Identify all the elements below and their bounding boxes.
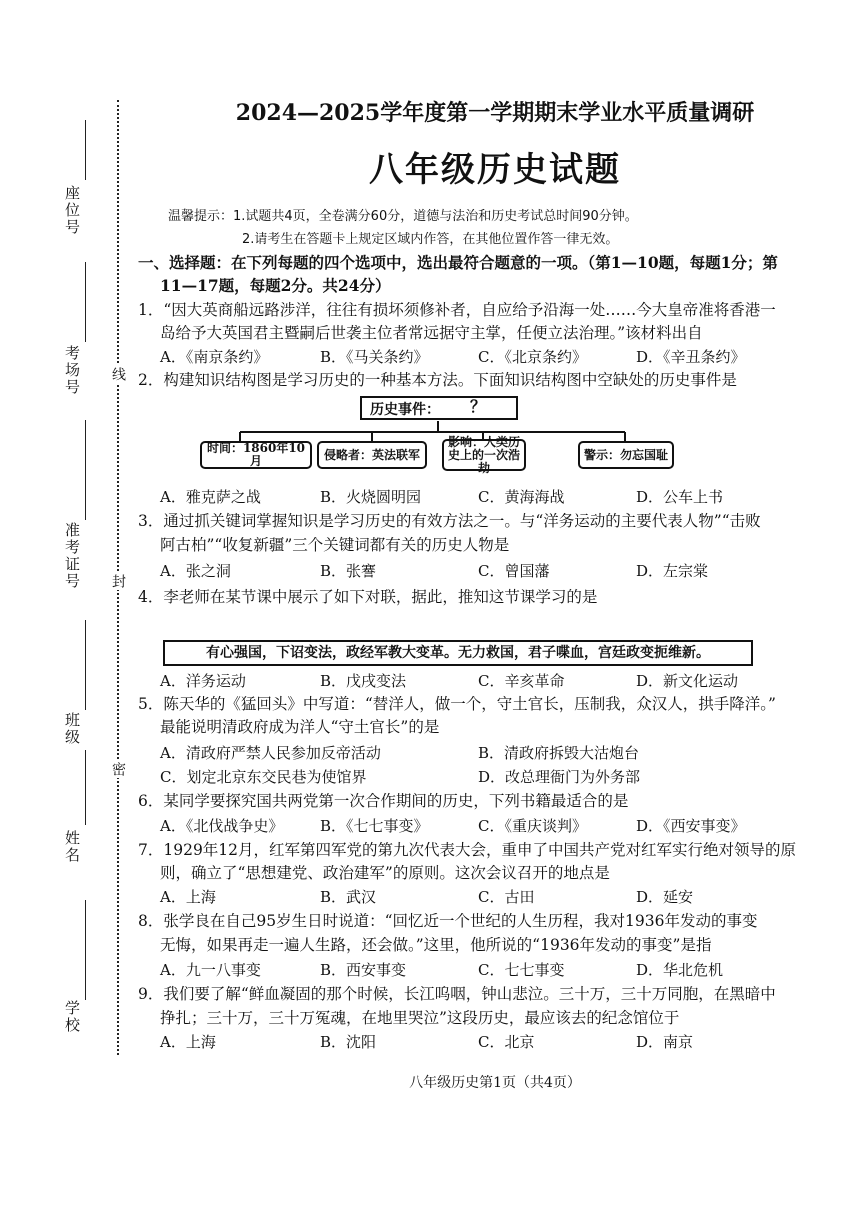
q2-option-c: C．黄海海战 bbox=[478, 488, 565, 506]
diagram-box-warning: 警示：勿忘国耻 bbox=[578, 441, 674, 469]
q4-option-c: C．辛亥革命 bbox=[478, 672, 565, 690]
q9-option-b: B．沈阳 bbox=[320, 1033, 377, 1051]
q5-line-2: 最能说明清政府成为洋人“守土官长”的是 bbox=[160, 718, 440, 736]
knowledge-structure-diagram bbox=[200, 394, 668, 476]
q5-option-b: B．清政府拆毁大沽炮台 bbox=[478, 744, 640, 762]
q4-option-d: D．新文化运动 bbox=[636, 672, 739, 690]
q7-option-a: A．上海 bbox=[160, 888, 216, 906]
diagram-box-invader: 侵略者：英法联军 bbox=[317, 441, 427, 469]
tip-line-2: 2.请考生在答题卡上规定区域内作答，在其他位置作答一律无效。 bbox=[242, 232, 619, 247]
section-heading-line-1: 一、选择题：在下列每题的四个选项中，选出最符合题意的一项。（第1—10题，每题1分；第 bbox=[138, 253, 778, 272]
diagram-blank: ？ bbox=[470, 397, 487, 416]
q9-option-a: A．上海 bbox=[160, 1033, 216, 1051]
seal-mark-secret: 密 bbox=[110, 762, 126, 776]
q6-option-b: B．《七七事变》 bbox=[320, 817, 429, 835]
school-line bbox=[85, 900, 86, 1000]
q7-option-d: D．延安 bbox=[636, 888, 694, 906]
q2-option-d: D．公车上书 bbox=[636, 488, 724, 506]
q4-line-1: 4．李老师在某节课中展示了如下对联，据此，推知这节课学习的是 bbox=[138, 588, 598, 606]
q8-option-d: D．华北危机 bbox=[636, 961, 724, 979]
exam-room-label: 考场号 bbox=[63, 345, 81, 396]
q7-line-2: 则，确立了“思想建党、政治建军”的原则。这次会议召开的地点是 bbox=[160, 864, 610, 882]
q3-option-b: B．张謇 bbox=[320, 562, 377, 580]
q4-option-a: A．洋务运动 bbox=[160, 672, 246, 690]
class-label: 班级 bbox=[63, 712, 81, 746]
name-label: 姓名 bbox=[63, 830, 81, 864]
q3-line-1: 3．通过抓关键词掌握知识是学习历史的有效方法之一。与“洋务运动的主要代表人物”“击败 bbox=[138, 512, 761, 530]
q8-option-c: C．七七事变 bbox=[478, 961, 565, 979]
q9-option-c: C．北京 bbox=[478, 1033, 535, 1051]
q1-option-a: A．《南京条约》 bbox=[160, 348, 269, 366]
seat-number-label: 座位号 bbox=[63, 185, 81, 236]
tip-line-1: 温馨提示：1.试题共4页，全卷满分60分，道德与法治和历史考试总时间90分钟。 bbox=[168, 209, 638, 224]
page-footer: 八年级历史第1页（共4页） bbox=[409, 1075, 581, 1091]
q8-line-1: 8．张学良在自己95岁生日时说道：“回忆近一个世纪的人生历程，我对1936年发动的事变 bbox=[138, 912, 758, 930]
q8-option-b: B．西安事变 bbox=[320, 961, 407, 979]
ticket-number-label: 准考证号 bbox=[63, 522, 81, 590]
q1-line-2: 岛给予大英国君主暨嗣后世袭主位者常远据守主掌，任便立法治理。”该材料出自 bbox=[160, 324, 703, 342]
exam-room-line bbox=[85, 262, 86, 342]
q2-line-1: 2．构建知识结构图是学习历史的一种基本方法。下面知识结构图中空缺处的历史事件是 bbox=[138, 371, 737, 389]
q2-option-a: A．雅克萨之战 bbox=[160, 488, 261, 506]
q3-option-d: D．左宗棠 bbox=[636, 562, 709, 580]
q9-option-d: D．南京 bbox=[636, 1033, 694, 1051]
q4-option-b: B．戊戌变法 bbox=[320, 672, 407, 690]
diagram-box-impact: 影响：人类历史上的一次浩劫 bbox=[442, 439, 526, 471]
school-label: 学校 bbox=[63, 1000, 81, 1034]
exam-subtitle: 八年级历史试题 bbox=[369, 150, 621, 190]
seat-number-line bbox=[85, 120, 86, 180]
q6-option-c: C．《重庆谈判》 bbox=[478, 817, 587, 835]
q5-line-1: 5．陈天华的《猛回头》中写道：“替洋人，做一个，守土官长，压制我，众汉人，拱手降洋。” bbox=[138, 695, 776, 713]
q8-line-2: 无悔，如果再走一遍人生路，还会做。”这里，他所说的“1936年发动的事变”是指 bbox=[160, 936, 712, 954]
name-line bbox=[85, 750, 86, 825]
ticket-number-line bbox=[85, 420, 86, 520]
diagram-box-time: 时间：1860年10月 bbox=[200, 441, 312, 469]
q2-option-b: B．火烧圆明园 bbox=[320, 488, 422, 506]
couplet-box: 有心强国，下诏变法，政经军教大变革。无力救国，君子喋血，宫廷政变扼维新。 bbox=[163, 640, 753, 666]
exam-title: 2024—2025学年度第一学期期末学业水平质量调研 bbox=[235, 100, 755, 126]
seal-mark-line: 线 bbox=[110, 367, 126, 381]
q7-line-1: 7．1929年12月，红军第四军党的第九次代表大会，重申了中国共产党对红军实行绝对领导的原 bbox=[138, 841, 797, 859]
q3-line-2: 阿古柏”“收复新疆”三个关键词都有关的历史人物是 bbox=[160, 536, 510, 554]
q9-line-1: 9．我们要了解“鲜血凝固的那个时候，长江呜咽，钟山悲泣。三十万，三十万同胞，在黑暗中 bbox=[138, 985, 776, 1003]
q3-option-c: C．曾国藩 bbox=[478, 562, 550, 580]
q8-option-a: A．九一八事变 bbox=[160, 961, 261, 979]
seal-mark-seal: 封 bbox=[110, 574, 126, 588]
q1-option-d: D．《辛丑条约》 bbox=[636, 348, 746, 366]
q6-option-d: D．《西安事变》 bbox=[636, 817, 746, 835]
q3-option-a: A．张之洞 bbox=[160, 562, 231, 580]
diagram-top-label: 历史事件： bbox=[370, 402, 440, 418]
section-heading-line-2: 11—17题，每题2分。共24分） bbox=[160, 276, 391, 295]
class-line bbox=[85, 620, 86, 710]
q5-option-c: C．划定北京东交民巷为使馆界 bbox=[160, 768, 367, 786]
q1-line-1: 1．“因大英商船远路涉洋，往往有损坏须修补者，自应给予沿海一处……今大皇帝准将香港一 bbox=[138, 301, 776, 319]
q5-option-d: D．改总理衙门为外务部 bbox=[478, 768, 641, 786]
q7-option-c: C．古田 bbox=[478, 888, 535, 906]
q1-option-b: B．《马关条约》 bbox=[320, 348, 429, 366]
q5-option-a: A．清政府严禁人民参加反帝活动 bbox=[160, 744, 381, 762]
binding-margin bbox=[0, 0, 126, 1215]
q1-option-c: C．《北京条约》 bbox=[478, 348, 587, 366]
q9-line-2: 挣扎；三十万，三十万冤魂，在地里哭泣”这段历史，最应该去的纪念馆位于 bbox=[160, 1009, 680, 1027]
q6-line-1: 6．某同学要探究国共两党第一次合作期间的历史，下列书籍最适合的是 bbox=[138, 792, 629, 810]
q6-option-a: A．《北伐战争史》 bbox=[160, 817, 284, 835]
q7-option-b: B．武汉 bbox=[320, 888, 377, 906]
